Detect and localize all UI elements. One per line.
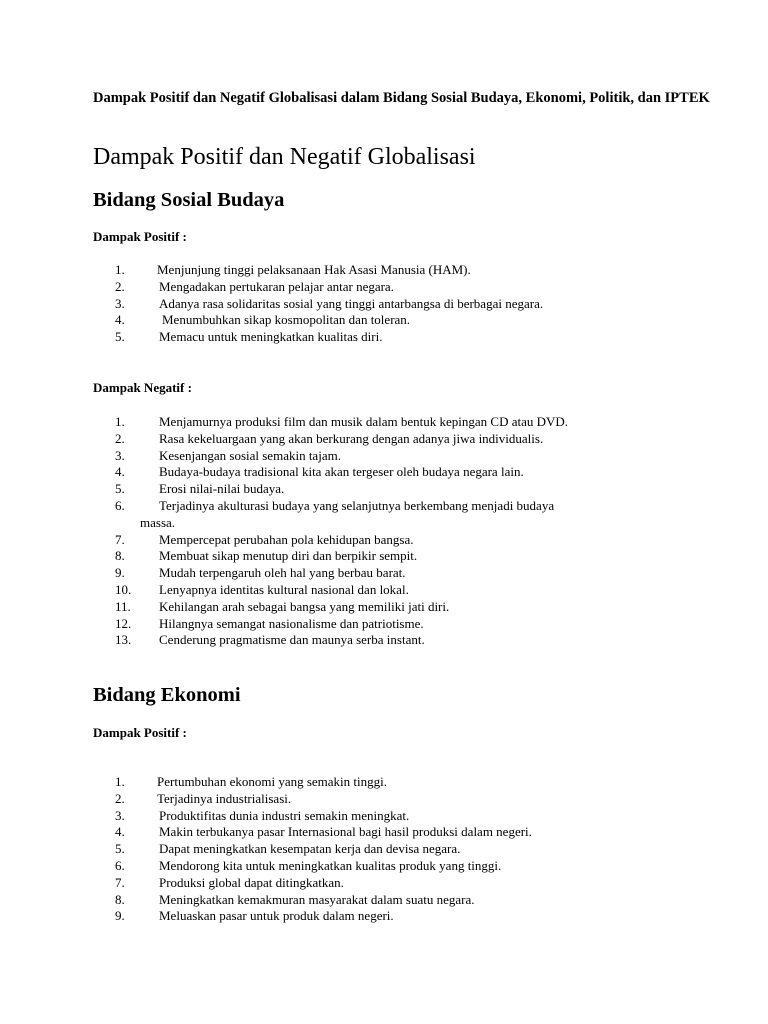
- main-heading: Dampak Positif dan Negatif Globalisasi: [93, 144, 476, 170]
- list-item-number: 3.: [115, 447, 125, 463]
- list-item-text: Kehilangan arah sebagai bangsa yang memiliki jati diri.: [159, 598, 450, 614]
- list-item-number: 12.: [115, 615, 132, 631]
- section-heading-sosial-budaya: Bidang Sosial Budaya: [93, 189, 285, 211]
- list-item-text: Terjadinya industrialisasi.: [157, 790, 292, 806]
- list-item: [0, 532, 700, 549]
- list-item-text: Mendorong kita untuk meningkatkan kualitas produk yang tinggi.: [159, 857, 502, 873]
- list-item: [0, 548, 700, 565]
- list-item-text: Memacu untuk meningkatkan kualitas diri.: [159, 329, 383, 345]
- list-item-text: Lenyapnya identitas kultural nasional dan lokal.: [159, 581, 409, 597]
- list-item-text: Mempercepat perubahan pola kehidupan bangsa.: [159, 531, 414, 547]
- list-item-number: 7.: [115, 531, 125, 547]
- list-item-number: 2.: [115, 790, 125, 806]
- list-item-number: 4.: [115, 464, 125, 480]
- list-item: [0, 858, 700, 875]
- list-item-text: Erosi nilai-nilai budaya.: [159, 481, 285, 497]
- list-item: [0, 481, 700, 498]
- list-item: [0, 599, 700, 616]
- list-item-number: 11.: [115, 598, 131, 614]
- list-item: [0, 431, 700, 448]
- list-item: [0, 632, 700, 649]
- list-item: [0, 875, 700, 892]
- list-item-text: Adanya rasa solidaritas sosial yang tinggi antarbangsa di berbagai negara.: [159, 295, 544, 311]
- list-item-text: Terjadinya akulturasi budaya yang selanjutnya berkembang menjadi budaya: [159, 497, 555, 513]
- list-item-number: 8.: [115, 548, 125, 564]
- list-item-number: 1.: [115, 414, 125, 429]
- list-item-number: 6.: [115, 857, 125, 873]
- list-item-text: Mengadakan pertukaran pelajar antar negara.: [159, 278, 394, 294]
- list-item: [0, 414, 700, 431]
- section-heading-ekonomi: Bidang Ekonomi: [93, 684, 241, 706]
- list-item: [0, 582, 700, 599]
- list-item-text: Menumbuhkan sikap kosmopolitan dan toleran.: [162, 312, 411, 328]
- list-item-text: Makin terbukanya pasar Internasional bagi hasil produksi dalam negeri.: [159, 824, 532, 840]
- list-item-number: 8.: [115, 891, 125, 907]
- list-item-text: Pertumbuhan ekonomi yang semakin tinggi.: [157, 774, 387, 789]
- list-item-text: Produktifitas dunia industri semakin meningkat.: [159, 807, 410, 823]
- list-item: [0, 464, 700, 481]
- list-item-text: Budaya-budaya tradisional kita akan tergeser oleh budaya negara lain.: [159, 464, 524, 480]
- list-item-number: 3.: [115, 295, 125, 311]
- list-item-text: Menjunjung tinggi pelaksanaan Hak Asasi Manusia (HAM).: [157, 262, 471, 277]
- list-item: [0, 808, 700, 825]
- list-item-number: 5.: [115, 329, 125, 345]
- list-item-number: 5.: [115, 841, 125, 857]
- list-item-number: 1.: [115, 774, 125, 789]
- list-item: [0, 565, 700, 582]
- list-item: [0, 329, 700, 346]
- document-title: Dampak Positif dan Negatif Globalisasi dalam Bidang Sosial Budaya, Ekonomi, Politik, dan IPTEK: [93, 90, 710, 106]
- label-ekonomi-positif: Dampak Positif :: [93, 725, 187, 740]
- list-sosial-positif: [0, 262, 700, 346]
- list-item-number: 3.: [115, 807, 125, 823]
- list-item-text: Dapat meningkatkan kesempatan kerja dan devisa negara.: [159, 841, 461, 857]
- list-item: [0, 892, 700, 909]
- list-item-text: Mudah terpengaruh oleh hal yang berbau barat.: [159, 565, 406, 581]
- list-ekonomi-positif: [0, 774, 700, 925]
- list-item: [0, 841, 700, 858]
- list-item-text: Kesenjangan sosial semakin tajam.: [159, 447, 341, 463]
- list-item-number: 7.: [115, 874, 125, 890]
- list-item-number: 2.: [115, 430, 125, 446]
- list-item: [0, 774, 700, 791]
- list-item: [0, 279, 700, 296]
- list-item-text: Meluaskan pasar untuk produk dalam negeri.: [159, 908, 394, 924]
- list-item-text-continued: massa.: [140, 514, 176, 530]
- list-item: [0, 616, 700, 633]
- list-item-number: 2.: [115, 278, 125, 294]
- label-sosial-positif: Dampak Positif :: [93, 229, 187, 244]
- list-item-text: Produksi global dapat ditingkatkan.: [159, 874, 344, 890]
- list-item: [0, 791, 700, 808]
- list-item-number: 4.: [115, 824, 125, 840]
- list-item-number: 10.: [115, 581, 132, 597]
- label-sosial-negatif: Dampak Negatif :: [93, 380, 192, 395]
- list-item-text: Membuat sikap menutup diri dan berpikir sempit.: [159, 548, 418, 564]
- list-item: [0, 498, 700, 532]
- list-item-number: 4.: [115, 312, 125, 328]
- list-item-number: 5.: [115, 481, 125, 497]
- list-item: [0, 824, 700, 841]
- list-item-text: Meningkatkan kemakmuran masyarakat dalam suatu negara.: [159, 891, 475, 907]
- list-item-number: 1.: [115, 262, 125, 277]
- list-sosial-negatif: [0, 414, 700, 649]
- list-item: [0, 312, 700, 329]
- list-item-text: Cenderung pragmatisme dan maunya serba instant.: [159, 632, 425, 648]
- list-item: [0, 262, 700, 279]
- list-item-text: Hilangnya semangat nasionalisme dan patriotisme.: [159, 615, 424, 631]
- list-item-number: 6.: [115, 497, 125, 513]
- list-item-text: Rasa kekeluargaan yang akan berkurang dengan adanya jiwa individualis.: [159, 430, 544, 446]
- list-item: [0, 448, 700, 465]
- list-item-number: 13.: [115, 632, 132, 648]
- list-item-text: Menjamurnya produksi film dan musik dalam bentuk kepingan CD atau DVD.: [159, 414, 569, 429]
- list-item-number: 9.: [115, 908, 125, 924]
- list-item: [0, 296, 700, 313]
- list-item: [0, 908, 700, 925]
- list-item-number: 9.: [115, 565, 125, 581]
